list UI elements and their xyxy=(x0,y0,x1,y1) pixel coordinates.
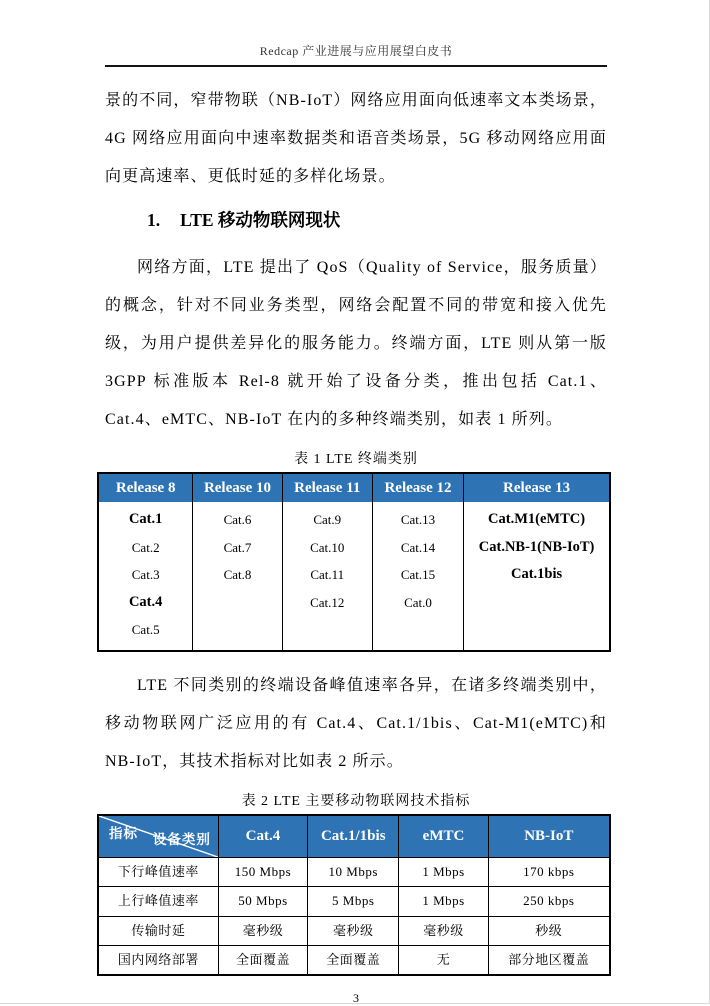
table2-caption: 表 2 LTE 主要移动物联网技术指标 xyxy=(241,793,471,809)
table-row-deployment xyxy=(99,945,609,974)
table2-header-row xyxy=(99,816,609,857)
table-cell: Cat.1 xyxy=(128,511,163,527)
table-cell: Cat.4 xyxy=(128,593,163,610)
table-cell: 毫秒级 xyxy=(219,917,308,945)
table2-corner-cell xyxy=(99,816,219,857)
row-label: 国内网络部署 xyxy=(99,946,219,974)
table-cell: 全面覆盖 xyxy=(219,946,308,974)
table-cell: 毫秒级 xyxy=(308,917,399,945)
paragraph-peak-rate: LTE 不同类别的终端设备峰值速率各异，在诸多终端类别中，移动物联网广泛应用的有 Cat.4、Cat.1/1bis、Cat-M1(eMTC)和 NB-IoT，其技术指标对比如表 2 所示。 xyxy=(105,676,607,770)
section-number: 1. xyxy=(147,210,161,230)
lte-specs-table xyxy=(97,814,611,976)
table-cell: Cat.3 xyxy=(131,567,160,583)
page-content xyxy=(105,82,607,1006)
table1-header-row xyxy=(99,474,609,502)
table2-header-cat1bis: Cat.1/1bis xyxy=(308,816,399,857)
table-cell: Cat.10 xyxy=(310,539,345,555)
table1-column-release13 xyxy=(464,502,609,650)
table-cell: Cat.NB-1(NB-IoT) xyxy=(478,538,595,555)
table-cell: 全面覆盖 xyxy=(308,946,399,974)
row-label: 下行峰值速率 xyxy=(99,858,219,886)
table-cell: Cat.1bis xyxy=(510,566,563,583)
page-header xyxy=(105,0,607,67)
table-cell: Cat.13 xyxy=(400,512,436,527)
table-cell: Cat.15 xyxy=(400,567,436,583)
table2-header-emtc: eMTC xyxy=(399,816,488,857)
paragraph-network-qos: 网络方面，LTE 提出了 QoS（Quality of Service，服务质量）的概念，针对不同业务类型，网络会配置不同的带宽和接入优先级，为用户提供差异化的服务能力。终端方面，LTE 则从第一版 3GPP 标准版本 Rel-8 就开始了设备分类，推出包括 Cat.1、Cat.4、eMTC、NB-IoT 在内的多种终端类别，如表 1 所列。 xyxy=(105,259,607,428)
table1-header-release11: Release 11 xyxy=(283,474,373,502)
table-cell: Cat.5 xyxy=(131,622,160,638)
table1-header-release13: Release 13 xyxy=(503,480,571,496)
lte-terminal-category-table xyxy=(97,472,611,652)
table-cell: 1 Mbps xyxy=(399,887,488,915)
paragraph-scenario: 景的不同，窄带物联（NB-IoT）网络应用面向低速率文本类场景，4G 网络应用面向中速率数据类和语音类场景，5G 移动网络应用面向更高速率、更低时延的多样化场景。 xyxy=(105,92,607,185)
table-cell: Cat.11 xyxy=(310,567,345,583)
table-cell: Cat.0 xyxy=(404,594,432,610)
row-label: 上行峰值速率 xyxy=(99,887,219,915)
table1-column-release8 xyxy=(99,502,193,650)
table-cell: 5 Mbps xyxy=(308,887,399,915)
section-heading xyxy=(105,207,607,234)
table1-column-release12 xyxy=(373,502,464,650)
table-row-latency xyxy=(99,916,609,945)
table1-column-release10 xyxy=(193,502,282,650)
table-cell: 10 Mbps xyxy=(308,858,399,886)
header-title: Redcap 产业进展与应用展望白皮书 xyxy=(259,44,453,58)
table-cell: Cat.M1(eMTC) xyxy=(488,511,586,527)
table-cell: Cat.8 xyxy=(223,567,252,583)
table-cell: 170 kbps xyxy=(523,863,575,879)
table-cell: 秒级 xyxy=(535,922,563,938)
table-row-downlink xyxy=(99,857,609,886)
table-cell: 250 kbps xyxy=(523,893,575,909)
table-cell: Cat.9 xyxy=(313,512,342,527)
table2-header-cat4: Cat.4 xyxy=(219,816,308,857)
table-cell: 150 Mbps xyxy=(219,858,308,886)
table1-header-release12: Release 12 xyxy=(373,474,464,502)
table1-caption: 表 1 LTE 终端类别 xyxy=(294,452,418,467)
table-cell: Cat.6 xyxy=(223,512,252,527)
table-cell: Cat.7 xyxy=(223,539,252,555)
table-cell: 部分地区覆盖 xyxy=(508,951,590,967)
table1-header-release8: Release 8 xyxy=(99,474,193,502)
table-row-uplink xyxy=(99,886,609,915)
table1-header-release10: Release 10 xyxy=(193,474,282,502)
table-cell: Cat.2 xyxy=(131,539,160,555)
section-title: LTE 移动物联网现状 xyxy=(180,210,341,230)
table-cell: Cat.14 xyxy=(400,539,436,555)
table2-header-nbiot: NB-IoT xyxy=(524,827,574,844)
corner-label-metric: 指标 xyxy=(109,825,138,841)
table1-body xyxy=(99,502,609,650)
table-cell: 无 xyxy=(399,946,488,974)
table1-column-release11 xyxy=(283,502,373,650)
page-number: 3 xyxy=(353,991,359,1006)
corner-label-device-type: 设备类别 xyxy=(152,831,211,847)
table-cell: 1 Mbps xyxy=(399,858,488,886)
table-cell: 50 Mbps xyxy=(219,887,308,915)
table-cell: Cat.12 xyxy=(310,594,345,610)
row-label: 传输时延 xyxy=(99,917,219,945)
table-cell: 毫秒级 xyxy=(399,917,488,945)
